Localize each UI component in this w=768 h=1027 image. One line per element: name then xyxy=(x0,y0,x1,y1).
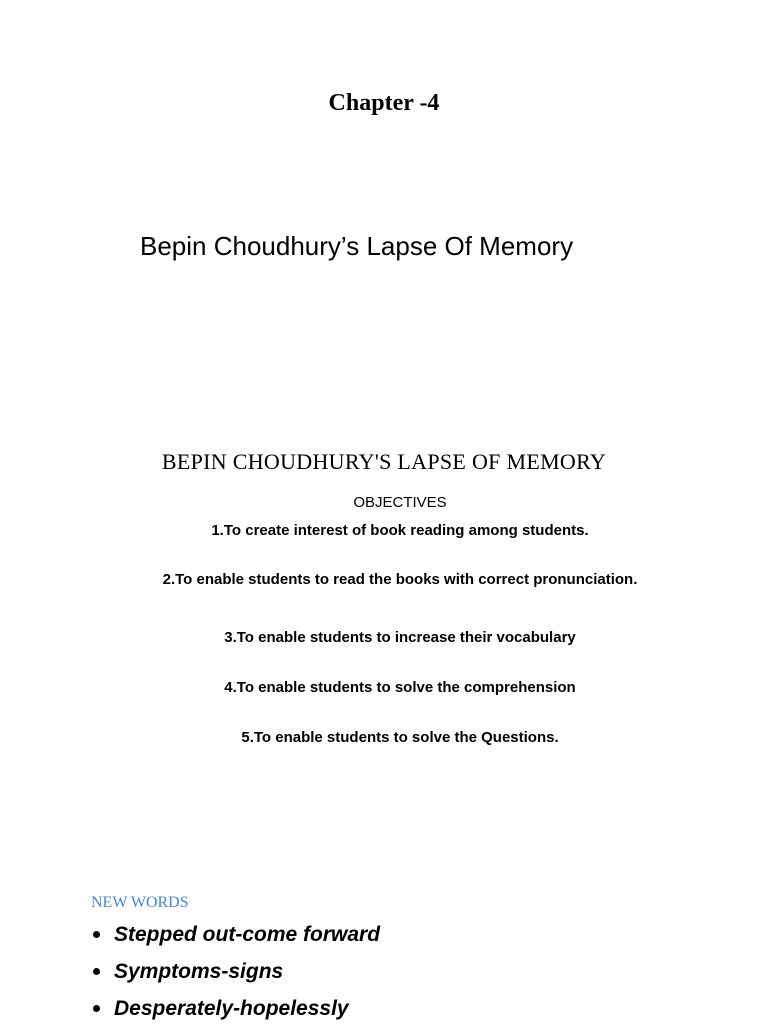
word-definition: Symptoms-signs xyxy=(114,959,284,983)
bullet-icon xyxy=(93,1005,100,1012)
objectives-heading: OBJECTIVES xyxy=(353,494,447,511)
objective-item: 4.To enable students to solve the comprehension xyxy=(224,679,576,696)
bullet-icon xyxy=(93,931,100,938)
objective-item: 5.To enable students to solve the Questions. xyxy=(241,729,559,746)
list-item xyxy=(91,990,380,1027)
new-words-list xyxy=(91,916,380,1027)
bullet-icon xyxy=(93,968,100,975)
objective-item: 1.To create interest of book reading among students. xyxy=(211,522,589,539)
new-words-heading: NEW WORDS xyxy=(91,894,189,911)
list-item xyxy=(91,953,380,990)
word-definition: Stepped out-come forward xyxy=(114,922,381,946)
objective-item: 3.To enable students to increase their vocabulary xyxy=(224,629,576,646)
chapter-heading: Chapter -4 xyxy=(328,90,440,116)
word-definition: Desperately-hopelessly xyxy=(114,996,349,1020)
chapter-title: Bepin Choudhury’s Lapse Of Memory xyxy=(140,231,574,261)
list-item xyxy=(91,916,380,953)
objective-item: 2.To enable students to read the books with correct pronunciation. xyxy=(162,571,638,588)
section-title: BEPIN CHOUDHURY'S LAPSE OF MEMORY xyxy=(161,449,607,474)
